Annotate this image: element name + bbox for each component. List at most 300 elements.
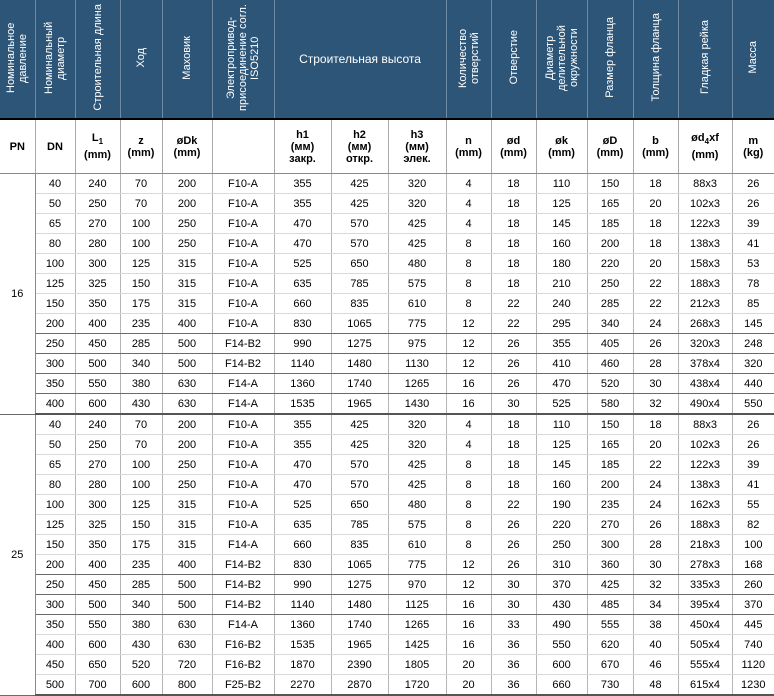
- cell-actuator: F10-A: [212, 294, 274, 314]
- cell-actuator: F14-A: [212, 615, 274, 635]
- cell-flange-d: 620: [587, 635, 633, 655]
- cell-b: 18: [633, 234, 678, 254]
- cell-l1: 350: [75, 294, 120, 314]
- cell-actuator: F10-A: [212, 234, 274, 254]
- cell-dk: 315: [162, 535, 212, 555]
- cell-k: 310: [536, 555, 587, 575]
- unit-d: ød (mm): [491, 119, 536, 174]
- cell-z: 100: [120, 214, 162, 234]
- cell-rack: 378x4: [678, 354, 732, 374]
- cell-l1: 550: [75, 615, 120, 635]
- cell-dn: 150: [35, 294, 75, 314]
- cell-z: 70: [120, 174, 162, 194]
- cell-h1: 1535: [274, 394, 331, 415]
- header-row: [0, 0, 774, 119]
- header-length: Строительная длина: [75, 0, 120, 119]
- cell-z: 235: [120, 555, 162, 575]
- cell-z: 175: [120, 535, 162, 555]
- unit-k: øk (mm): [536, 119, 587, 174]
- cell-z: 340: [120, 595, 162, 615]
- unit-n: n (mm): [446, 119, 491, 174]
- cell-m: 26: [732, 414, 774, 435]
- cell-m: 248: [732, 334, 774, 354]
- cell-d: 33: [491, 615, 536, 635]
- cell-h1: 1140: [274, 595, 331, 615]
- cell-z: 100: [120, 475, 162, 495]
- cell-dn: 100: [35, 254, 75, 274]
- cell-dk: 720: [162, 655, 212, 675]
- cell-rack: 188x3: [678, 274, 732, 294]
- units-row: [0, 119, 774, 174]
- cell-h2: 2870: [331, 675, 388, 696]
- cell-h3: 1720: [388, 675, 446, 696]
- cell-m: 440: [732, 374, 774, 394]
- cell-b: 32: [633, 394, 678, 415]
- cell-dn: 65: [35, 214, 75, 234]
- table-row: [0, 334, 774, 354]
- cell-h1: 990: [274, 334, 331, 354]
- cell-k: 295: [536, 314, 587, 334]
- cell-n: 8: [446, 495, 491, 515]
- cell-d: 18: [491, 435, 536, 455]
- cell-h1: 355: [274, 174, 331, 194]
- cell-d: 26: [491, 515, 536, 535]
- cell-n: 8: [446, 535, 491, 555]
- cell-h3: 575: [388, 274, 446, 294]
- cell-dk: 315: [162, 515, 212, 535]
- cell-actuator: F10-A: [212, 314, 274, 334]
- cell-rack: 490x4: [678, 394, 732, 415]
- cell-b: 30: [633, 374, 678, 394]
- cell-dk: 315: [162, 294, 212, 314]
- header-holes-count: Количество отверстий: [446, 0, 491, 119]
- cell-dk: 315: [162, 495, 212, 515]
- cell-dn: 125: [35, 515, 75, 535]
- table-row: [0, 615, 774, 635]
- header-height: Строительная высота: [274, 0, 446, 119]
- cell-dn: 40: [35, 174, 75, 194]
- cell-h3: 975: [388, 334, 446, 354]
- unit-flange-d: øD (mm): [587, 119, 633, 174]
- cell-h1: 525: [274, 495, 331, 515]
- cell-l1: 300: [75, 495, 120, 515]
- cell-h1: 1140: [274, 354, 331, 374]
- cell-h2: 425: [331, 194, 388, 214]
- cell-k: 190: [536, 495, 587, 515]
- cell-actuator: F10-A: [212, 414, 274, 435]
- cell-h2: 1480: [331, 595, 388, 615]
- cell-d: 26: [491, 374, 536, 394]
- cell-dn: 500: [35, 675, 75, 696]
- table-row: [0, 555, 774, 575]
- cell-b: 18: [633, 174, 678, 194]
- cell-h1: 470: [274, 214, 331, 234]
- cell-m: 41: [732, 475, 774, 495]
- cell-n: 16: [446, 595, 491, 615]
- cell-dk: 250: [162, 234, 212, 254]
- table-row: [0, 274, 774, 294]
- cell-m: 145: [732, 314, 774, 334]
- cell-k: 110: [536, 174, 587, 194]
- cell-d: 22: [491, 314, 536, 334]
- cell-flange-d: 340: [587, 314, 633, 334]
- cell-h2: 835: [331, 535, 388, 555]
- cell-d: 30: [491, 394, 536, 415]
- cell-b: 22: [633, 274, 678, 294]
- cell-z: 430: [120, 394, 162, 415]
- cell-flange-d: 555: [587, 615, 633, 635]
- table-row: [0, 635, 774, 655]
- cell-actuator: F10-A: [212, 194, 274, 214]
- header-flange-size: Размер фланца: [587, 0, 633, 119]
- cell-k: 160: [536, 475, 587, 495]
- cell-k: 110: [536, 414, 587, 435]
- table-body: [0, 174, 774, 696]
- cell-h3: 1425: [388, 635, 446, 655]
- cell-b: 26: [633, 334, 678, 354]
- cell-n: 12: [446, 354, 491, 374]
- cell-z: 150: [120, 274, 162, 294]
- cell-dn: 50: [35, 194, 75, 214]
- cell-h3: 425: [388, 475, 446, 495]
- cell-z: 380: [120, 615, 162, 635]
- cell-h2: 1065: [331, 314, 388, 334]
- cell-dn: 100: [35, 495, 75, 515]
- cell-rack: 278x3: [678, 555, 732, 575]
- cell-l1: 250: [75, 194, 120, 214]
- table-row: [0, 254, 774, 274]
- cell-h3: 1805: [388, 655, 446, 675]
- cell-d: 26: [491, 334, 536, 354]
- cell-h1: 830: [274, 314, 331, 334]
- pn-cell: 25: [0, 414, 35, 695]
- cell-dn: 350: [35, 374, 75, 394]
- cell-dn: 250: [35, 575, 75, 595]
- table-row: [0, 234, 774, 254]
- cell-h3: 480: [388, 495, 446, 515]
- cell-b: 28: [633, 354, 678, 374]
- cell-l1: 300: [75, 254, 120, 274]
- cell-l1: 500: [75, 595, 120, 615]
- cell-n: 8: [446, 455, 491, 475]
- cell-z: 380: [120, 374, 162, 394]
- table-row: [0, 455, 774, 475]
- cell-k: 410: [536, 354, 587, 374]
- cell-d: 26: [491, 555, 536, 575]
- cell-h3: 320: [388, 435, 446, 455]
- cell-rack: 218x3: [678, 535, 732, 555]
- table-row: [0, 194, 774, 214]
- cell-h2: 835: [331, 294, 388, 314]
- cell-b: 18: [633, 414, 678, 435]
- cell-dn: 350: [35, 615, 75, 635]
- cell-actuator: F14-B2: [212, 555, 274, 575]
- cell-dk: 200: [162, 414, 212, 435]
- cell-n: 4: [446, 435, 491, 455]
- cell-h2: 570: [331, 475, 388, 495]
- table-row: [0, 314, 774, 334]
- cell-k: 490: [536, 615, 587, 635]
- cell-flange-d: 235: [587, 495, 633, 515]
- cell-d: 36: [491, 635, 536, 655]
- cell-b: 22: [633, 455, 678, 475]
- cell-flange-d: 425: [587, 575, 633, 595]
- cell-h2: 650: [331, 495, 388, 515]
- cell-h3: 425: [388, 234, 446, 254]
- cell-k: 125: [536, 435, 587, 455]
- cell-dn: 200: [35, 555, 75, 575]
- cell-h1: 660: [274, 294, 331, 314]
- cell-k: 240: [536, 294, 587, 314]
- cell-rack: 88x3: [678, 414, 732, 435]
- cell-dn: 80: [35, 234, 75, 254]
- cell-rack: 335x3: [678, 575, 732, 595]
- table-row: [0, 374, 774, 394]
- cell-h3: 1130: [388, 354, 446, 374]
- cell-rack: 122x3: [678, 455, 732, 475]
- cell-z: 285: [120, 575, 162, 595]
- header-handwheel: Маховик: [162, 0, 212, 119]
- cell-dk: 630: [162, 635, 212, 655]
- cell-k: 180: [536, 254, 587, 274]
- cell-k: 210: [536, 274, 587, 294]
- cell-d: 18: [491, 174, 536, 194]
- unit-b: b (mm): [633, 119, 678, 174]
- cell-h3: 425: [388, 214, 446, 234]
- cell-d: 18: [491, 234, 536, 254]
- cell-rack: 188x3: [678, 515, 732, 535]
- cell-n: 20: [446, 655, 491, 675]
- cell-l1: 700: [75, 675, 120, 696]
- table-row: [0, 214, 774, 234]
- cell-flange-d: 150: [587, 174, 633, 194]
- cell-h3: 775: [388, 314, 446, 334]
- cell-flange-d: 165: [587, 194, 633, 214]
- cell-flange-d: 185: [587, 214, 633, 234]
- cell-k: 660: [536, 675, 587, 696]
- cell-dn: 250: [35, 334, 75, 354]
- cell-n: 8: [446, 515, 491, 535]
- cell-z: 600: [120, 675, 162, 696]
- cell-h3: 610: [388, 535, 446, 555]
- cell-h3: 970: [388, 575, 446, 595]
- header-rack: Гладкая рейка: [678, 0, 732, 119]
- cell-z: 70: [120, 414, 162, 435]
- cell-b: 24: [633, 314, 678, 334]
- cell-k: 160: [536, 234, 587, 254]
- cell-rack: 212x3: [678, 294, 732, 314]
- cell-dk: 315: [162, 254, 212, 274]
- cell-m: 1230: [732, 675, 774, 696]
- cell-l1: 500: [75, 354, 120, 374]
- cell-b: 28: [633, 535, 678, 555]
- cell-h2: 1480: [331, 354, 388, 374]
- cell-l1: 450: [75, 575, 120, 595]
- cell-b: 26: [633, 515, 678, 535]
- cell-actuator: F16-B2: [212, 635, 274, 655]
- cell-m: 1120: [732, 655, 774, 675]
- cell-m: 26: [732, 194, 774, 214]
- header-flange-thickness: Толщина фланца: [633, 0, 678, 119]
- cell-m: 260: [732, 575, 774, 595]
- cell-rack: 395x4: [678, 595, 732, 615]
- table-row: [0, 675, 774, 696]
- cell-h1: 470: [274, 234, 331, 254]
- cell-d: 18: [491, 214, 536, 234]
- cell-h3: 775: [388, 555, 446, 575]
- unit-dk: øDk (mm): [162, 119, 212, 174]
- cell-dn: 400: [35, 394, 75, 415]
- cell-actuator: F10-A: [212, 495, 274, 515]
- table-row: [0, 535, 774, 555]
- cell-dn: 300: [35, 595, 75, 615]
- cell-k: 250: [536, 535, 587, 555]
- cell-h3: 320: [388, 194, 446, 214]
- cell-k: 355: [536, 334, 587, 354]
- cell-n: 8: [446, 274, 491, 294]
- cell-k: 600: [536, 655, 587, 675]
- cell-n: 16: [446, 374, 491, 394]
- unit-rack: $ød_4xf$ (mm): [678, 119, 732, 174]
- cell-b: 46: [633, 655, 678, 675]
- cell-rack: 162x3: [678, 495, 732, 515]
- cell-d: 18: [491, 455, 536, 475]
- cell-l1: 250: [75, 435, 120, 455]
- cell-h1: 635: [274, 274, 331, 294]
- cell-dk: 200: [162, 174, 212, 194]
- cell-z: 285: [120, 334, 162, 354]
- unit-dn: DN: [35, 119, 75, 174]
- cell-rack: 555x4: [678, 655, 732, 675]
- cell-flange-d: 200: [587, 475, 633, 495]
- cell-m: 78: [732, 274, 774, 294]
- cell-flange-d: 185: [587, 455, 633, 475]
- cell-dn: 300: [35, 354, 75, 374]
- cell-dk: 500: [162, 595, 212, 615]
- cell-l1: 270: [75, 214, 120, 234]
- cell-dk: 800: [162, 675, 212, 696]
- table-row: [0, 475, 774, 495]
- cell-flange-d: 285: [587, 294, 633, 314]
- cell-h1: 1535: [274, 635, 331, 655]
- cell-flange-d: 485: [587, 595, 633, 615]
- cell-rack: 615x4: [678, 675, 732, 696]
- cell-l1: 600: [75, 635, 120, 655]
- header-hole: Отверстие: [491, 0, 536, 119]
- cell-l1: 400: [75, 555, 120, 575]
- cell-h1: 470: [274, 475, 331, 495]
- cell-h2: 2390: [331, 655, 388, 675]
- cell-d: 30: [491, 595, 536, 615]
- cell-flange-d: 200: [587, 234, 633, 254]
- cell-h1: 990: [274, 575, 331, 595]
- cell-rack: 138x3: [678, 475, 732, 495]
- cell-z: 235: [120, 314, 162, 334]
- cell-flange-d: 270: [587, 515, 633, 535]
- cell-n: 8: [446, 294, 491, 314]
- cell-dk: 630: [162, 374, 212, 394]
- cell-k: 430: [536, 595, 587, 615]
- unit-h1: h1 (мм) закр.: [274, 119, 331, 174]
- cell-m: 85: [732, 294, 774, 314]
- cell-h1: 1360: [274, 615, 331, 635]
- cell-m: 740: [732, 635, 774, 655]
- cell-dn: 125: [35, 274, 75, 294]
- cell-rack: 438x4: [678, 374, 732, 394]
- cell-m: 53: [732, 254, 774, 274]
- cell-n: 12: [446, 555, 491, 575]
- cell-flange-d: 165: [587, 435, 633, 455]
- cell-dk: 200: [162, 435, 212, 455]
- cell-n: 20: [446, 675, 491, 696]
- header-pitch-diameter: Диаметр делительной окружности: [536, 0, 587, 119]
- cell-n: 8: [446, 254, 491, 274]
- cell-rack: 88x3: [678, 174, 732, 194]
- cell-h2: 650: [331, 254, 388, 274]
- unit-pn: PN: [0, 119, 35, 174]
- cell-m: 26: [732, 174, 774, 194]
- table-row: [0, 174, 774, 194]
- cell-h2: 425: [331, 414, 388, 435]
- cell-rack: 158x3: [678, 254, 732, 274]
- cell-flange-d: 220: [587, 254, 633, 274]
- table-row: [0, 515, 774, 535]
- cell-n: 8: [446, 475, 491, 495]
- cell-actuator: F10-A: [212, 274, 274, 294]
- cell-flange-d: 520: [587, 374, 633, 394]
- cell-h2: 785: [331, 274, 388, 294]
- cell-k: 145: [536, 214, 587, 234]
- cell-k: 220: [536, 515, 587, 535]
- cell-h2: 570: [331, 234, 388, 254]
- cell-h3: 1265: [388, 374, 446, 394]
- cell-n: 8: [446, 234, 491, 254]
- cell-dk: 250: [162, 455, 212, 475]
- table-row: [0, 354, 774, 374]
- table-row: [0, 394, 774, 415]
- cell-dk: 250: [162, 214, 212, 234]
- cell-l1: 325: [75, 274, 120, 294]
- cell-n: 12: [446, 334, 491, 354]
- unit-h2: h2 (мм) откр.: [331, 119, 388, 174]
- cell-h2: 1740: [331, 374, 388, 394]
- cell-h1: 635: [274, 515, 331, 535]
- cell-flange-d: 730: [587, 675, 633, 696]
- cell-m: 445: [732, 615, 774, 635]
- cell-l1: 350: [75, 535, 120, 555]
- cell-k: 145: [536, 455, 587, 475]
- cell-b: 20: [633, 435, 678, 455]
- cell-l1: 270: [75, 455, 120, 475]
- cell-rack: 268x3: [678, 314, 732, 334]
- cell-dk: 400: [162, 555, 212, 575]
- cell-m: 41: [732, 234, 774, 254]
- unit-m: m (kg): [732, 119, 774, 174]
- cell-b: 30: [633, 555, 678, 575]
- cell-actuator: F14-A: [212, 535, 274, 555]
- cell-dn: 65: [35, 455, 75, 475]
- header-mass: Масса: [732, 0, 774, 119]
- table-row: [0, 414, 774, 435]
- cell-z: 100: [120, 455, 162, 475]
- unit-h3: h3 (мм) элек.: [388, 119, 446, 174]
- cell-l1: 550: [75, 374, 120, 394]
- cell-dn: 400: [35, 635, 75, 655]
- cell-l1: 325: [75, 515, 120, 535]
- cell-z: 125: [120, 254, 162, 274]
- cell-l1: 450: [75, 334, 120, 354]
- cell-m: 82: [732, 515, 774, 535]
